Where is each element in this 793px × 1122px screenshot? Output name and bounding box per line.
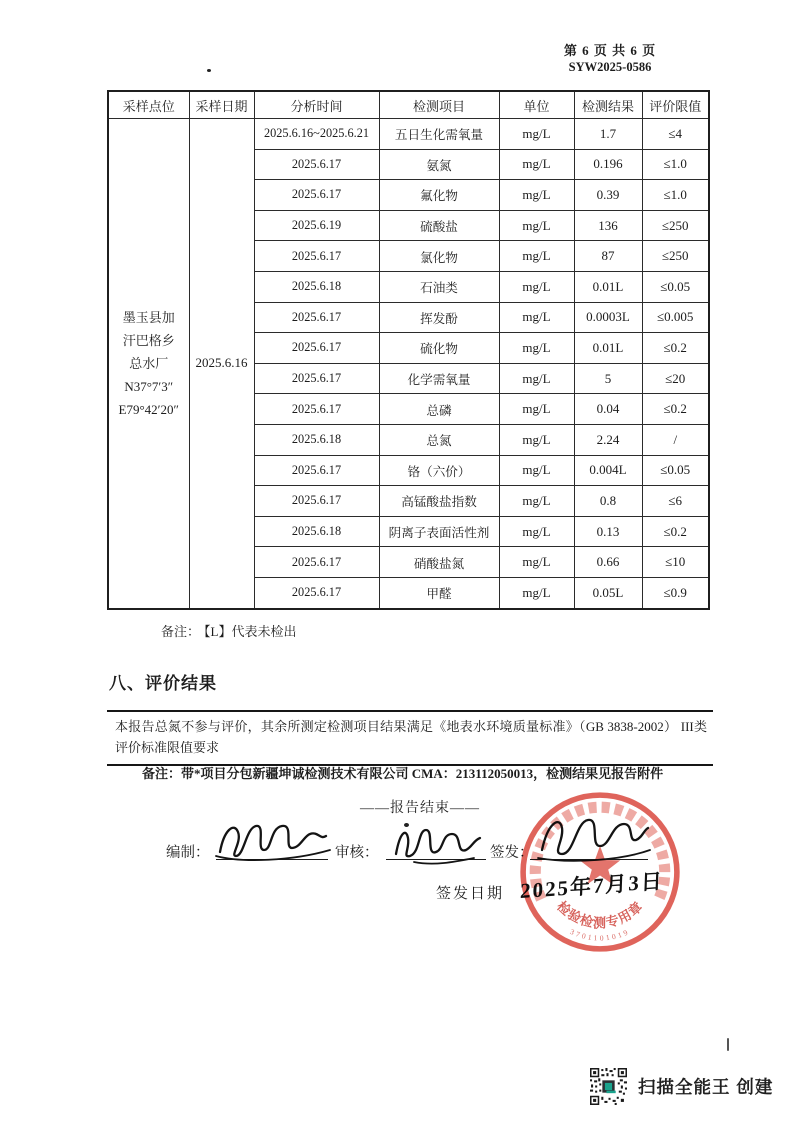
stamp-star-icon: [580, 846, 620, 884]
unit-cell: mg/L: [499, 241, 574, 272]
test-item-cell: 铬（六价）: [379, 455, 499, 486]
limit-cell: ≤6: [642, 486, 709, 517]
test-item-cell: 氨氮: [379, 149, 499, 180]
result-cell: 0.04: [574, 394, 642, 425]
reviewed-by-label: 审核：: [335, 845, 379, 861]
analysis-time-cell: 2025.6.17: [254, 363, 379, 394]
result-cell: 0.01L: [574, 271, 642, 302]
analysis-time-cell: 2025.6.16~2025.6.21: [254, 119, 379, 150]
analysis-time-cell: 2025.6.18: [254, 516, 379, 547]
limit-cell: ≤250: [642, 210, 709, 241]
test-item-cell: 五日生化需氧量: [379, 119, 499, 150]
result-cell: 0.05L: [574, 577, 642, 608]
test-item-cell: 总磷: [379, 394, 499, 425]
col-header-sampling-point: 采样点位: [108, 91, 189, 119]
unit-cell: mg/L: [499, 577, 574, 608]
result-cell: 0.004L: [574, 455, 642, 486]
col-header-sampling-date: 采样日期: [189, 91, 254, 119]
result-cell: 136: [574, 210, 642, 241]
analysis-time-cell: 2025.6.17: [254, 241, 379, 272]
limit-cell: ≤0.2: [642, 516, 709, 547]
scanner-watermark: [590, 1068, 773, 1105]
result-cell: 0.13: [574, 516, 642, 547]
analysis-time-cell: 2025.6.17: [254, 394, 379, 425]
test-results-table: [107, 90, 710, 610]
unit-cell: mg/L: [499, 516, 574, 547]
sampling-point-line: E79°42′20″: [118, 401, 179, 417]
result-cell: 0.39: [574, 180, 642, 211]
scan-artifact-dot: [404, 823, 409, 827]
col-header-test-item: 检测项目: [379, 91, 499, 119]
analysis-time-cell: 2025.6.17: [254, 577, 379, 608]
unit-cell: mg/L: [499, 424, 574, 455]
limit-cell: ≤0.9: [642, 577, 709, 608]
evaluation-footnote: 备注：带*项目分包新疆坤诚检测技术有限公司 CMA：213112050013，检测结果见报告附件: [142, 766, 664, 781]
footnote-label: 备注：: [161, 624, 201, 639]
analysis-time-cell: 2025.6.17: [254, 333, 379, 364]
reviewed-signature-scribble: [386, 820, 486, 868]
prepared-by-label: 编制：: [166, 845, 210, 861]
unit-cell: mg/L: [499, 119, 574, 150]
unit-cell: mg/L: [499, 486, 574, 517]
unit-cell: mg/L: [499, 333, 574, 364]
unit-cell: mg/L: [499, 394, 574, 425]
limit-cell: ≤250: [642, 241, 709, 272]
test-item-cell: 甲醛: [379, 577, 499, 608]
evaluation-result-box: [107, 710, 713, 766]
sampling-point-line: 汗巴格乡: [122, 332, 175, 348]
table-header: [108, 91, 709, 119]
issue-date-label: 签发日期: [436, 886, 505, 902]
limit-cell: /: [642, 424, 709, 455]
limit-cell: ≤0.05: [642, 271, 709, 302]
col-header-analysis-time: 分析时间: [254, 91, 379, 119]
result-cell: 0.0003L: [574, 302, 642, 333]
limit-cell: ≤0.05: [642, 455, 709, 486]
limit-cell: ≤1.0: [642, 149, 709, 180]
limit-cell: ≤4: [642, 119, 709, 150]
issue-date-handwritten: 2025年7月3日: [519, 868, 665, 904]
issued-by-label: 签发：: [490, 845, 534, 861]
section-title-evaluation: 八、评价结果: [109, 674, 217, 693]
limit-cell: ≤20: [642, 363, 709, 394]
unit-cell: mg/L: [499, 302, 574, 333]
scan-artifact-dot: [207, 69, 211, 72]
analysis-time-cell: 2025.6.17: [254, 455, 379, 486]
result-cell: 0.196: [574, 149, 642, 180]
test-item-cell: 石油类: [379, 271, 499, 302]
sampling-date-cell: 2025.6.16: [189, 119, 254, 609]
scanner-watermark-text: 扫描全能王 创建: [638, 1077, 774, 1097]
unit-cell: mg/L: [499, 547, 574, 578]
result-cell: 0.01L: [574, 333, 642, 364]
qr-code-icon: [590, 1068, 627, 1105]
limit-cell: ≤10: [642, 547, 709, 578]
result-cell: 87: [574, 241, 642, 272]
unit-cell: mg/L: [499, 363, 574, 394]
sampling-point-line: 墨玉县加: [122, 309, 175, 325]
svg-text:检验检测专用章: [554, 898, 646, 931]
unit-cell: mg/L: [499, 180, 574, 211]
report-end-marker: ——报告结束——: [360, 801, 480, 816]
page-number: 第 6 页 共 6 页: [563, 43, 657, 58]
table-row: [108, 119, 709, 150]
analysis-time-cell: 2025.6.17: [254, 149, 379, 180]
stamp-bottom-text: 检验检测专用章: [554, 898, 646, 931]
stamp-serial-digits: 3701101019: [568, 926, 632, 943]
col-header-result: 检测结果: [574, 91, 642, 119]
result-cell: 1.7: [574, 119, 642, 150]
limit-cell: ≤1.0: [642, 180, 709, 211]
sampling-point-line: 总水厂: [129, 355, 169, 371]
unit-cell: mg/L: [499, 149, 574, 180]
test-item-cell: 氯化物: [379, 241, 499, 272]
analysis-time-cell: 2025.6.17: [254, 547, 379, 578]
evaluation-result-text: 本报告总氮不参与评价，其余所测定检测项目结果满足《地表水环境质量标准》（GB 3838-2002） III类评价标准限值要求: [115, 719, 707, 755]
document-header: [540, 43, 680, 75]
footnote-text: 【L】代表未检出: [204, 624, 297, 639]
scan-artifact-mark: [727, 1038, 729, 1051]
result-cell: 2.24: [574, 424, 642, 455]
test-item-cell: 硫酸盐: [379, 210, 499, 241]
result-cell: 5: [574, 363, 642, 394]
analysis-time-cell: 2025.6.17: [254, 486, 379, 517]
result-cell: 0.8: [574, 486, 642, 517]
test-item-cell: 氟化物: [379, 180, 499, 211]
prepared-signature-scribble: [212, 816, 334, 866]
sampling-point-line: N37°7′3″: [124, 378, 174, 394]
limit-cell: ≤0.005: [642, 302, 709, 333]
col-header-unit: 单位: [499, 91, 574, 119]
unit-cell: mg/L: [499, 210, 574, 241]
test-item-cell: 硫化物: [379, 333, 499, 364]
test-item-cell: 挥发酚: [379, 302, 499, 333]
limit-cell: ≤0.2: [642, 394, 709, 425]
table-header-row: [108, 91, 709, 119]
test-item-cell: 总氮: [379, 424, 499, 455]
test-item-cell: 阴离子表面活性剂: [379, 516, 499, 547]
sampling-point-cell: [108, 119, 189, 609]
test-item-cell: 高锰酸盐指数: [379, 486, 499, 517]
unit-cell: mg/L: [499, 455, 574, 486]
analysis-time-cell: 2025.6.18: [254, 271, 379, 302]
unit-cell: mg/L: [499, 271, 574, 302]
official-red-stamp: [514, 786, 686, 958]
test-item-cell: 硝酸盐氮: [379, 547, 499, 578]
analysis-time-cell: 2025.6.19: [254, 210, 379, 241]
col-header-limit: 评价限值: [642, 91, 709, 119]
table-footnote: [161, 621, 296, 640]
analysis-time-cell: 2025.6.17: [254, 302, 379, 333]
report-number: SYW2025-0586: [568, 60, 652, 74]
analysis-time-cell: 2025.6.18: [254, 424, 379, 455]
analysis-time-cell: 2025.6.17: [254, 180, 379, 211]
test-item-cell: 化学需氧量: [379, 363, 499, 394]
result-cell: 0.66: [574, 547, 642, 578]
limit-cell: ≤0.2: [642, 333, 709, 364]
